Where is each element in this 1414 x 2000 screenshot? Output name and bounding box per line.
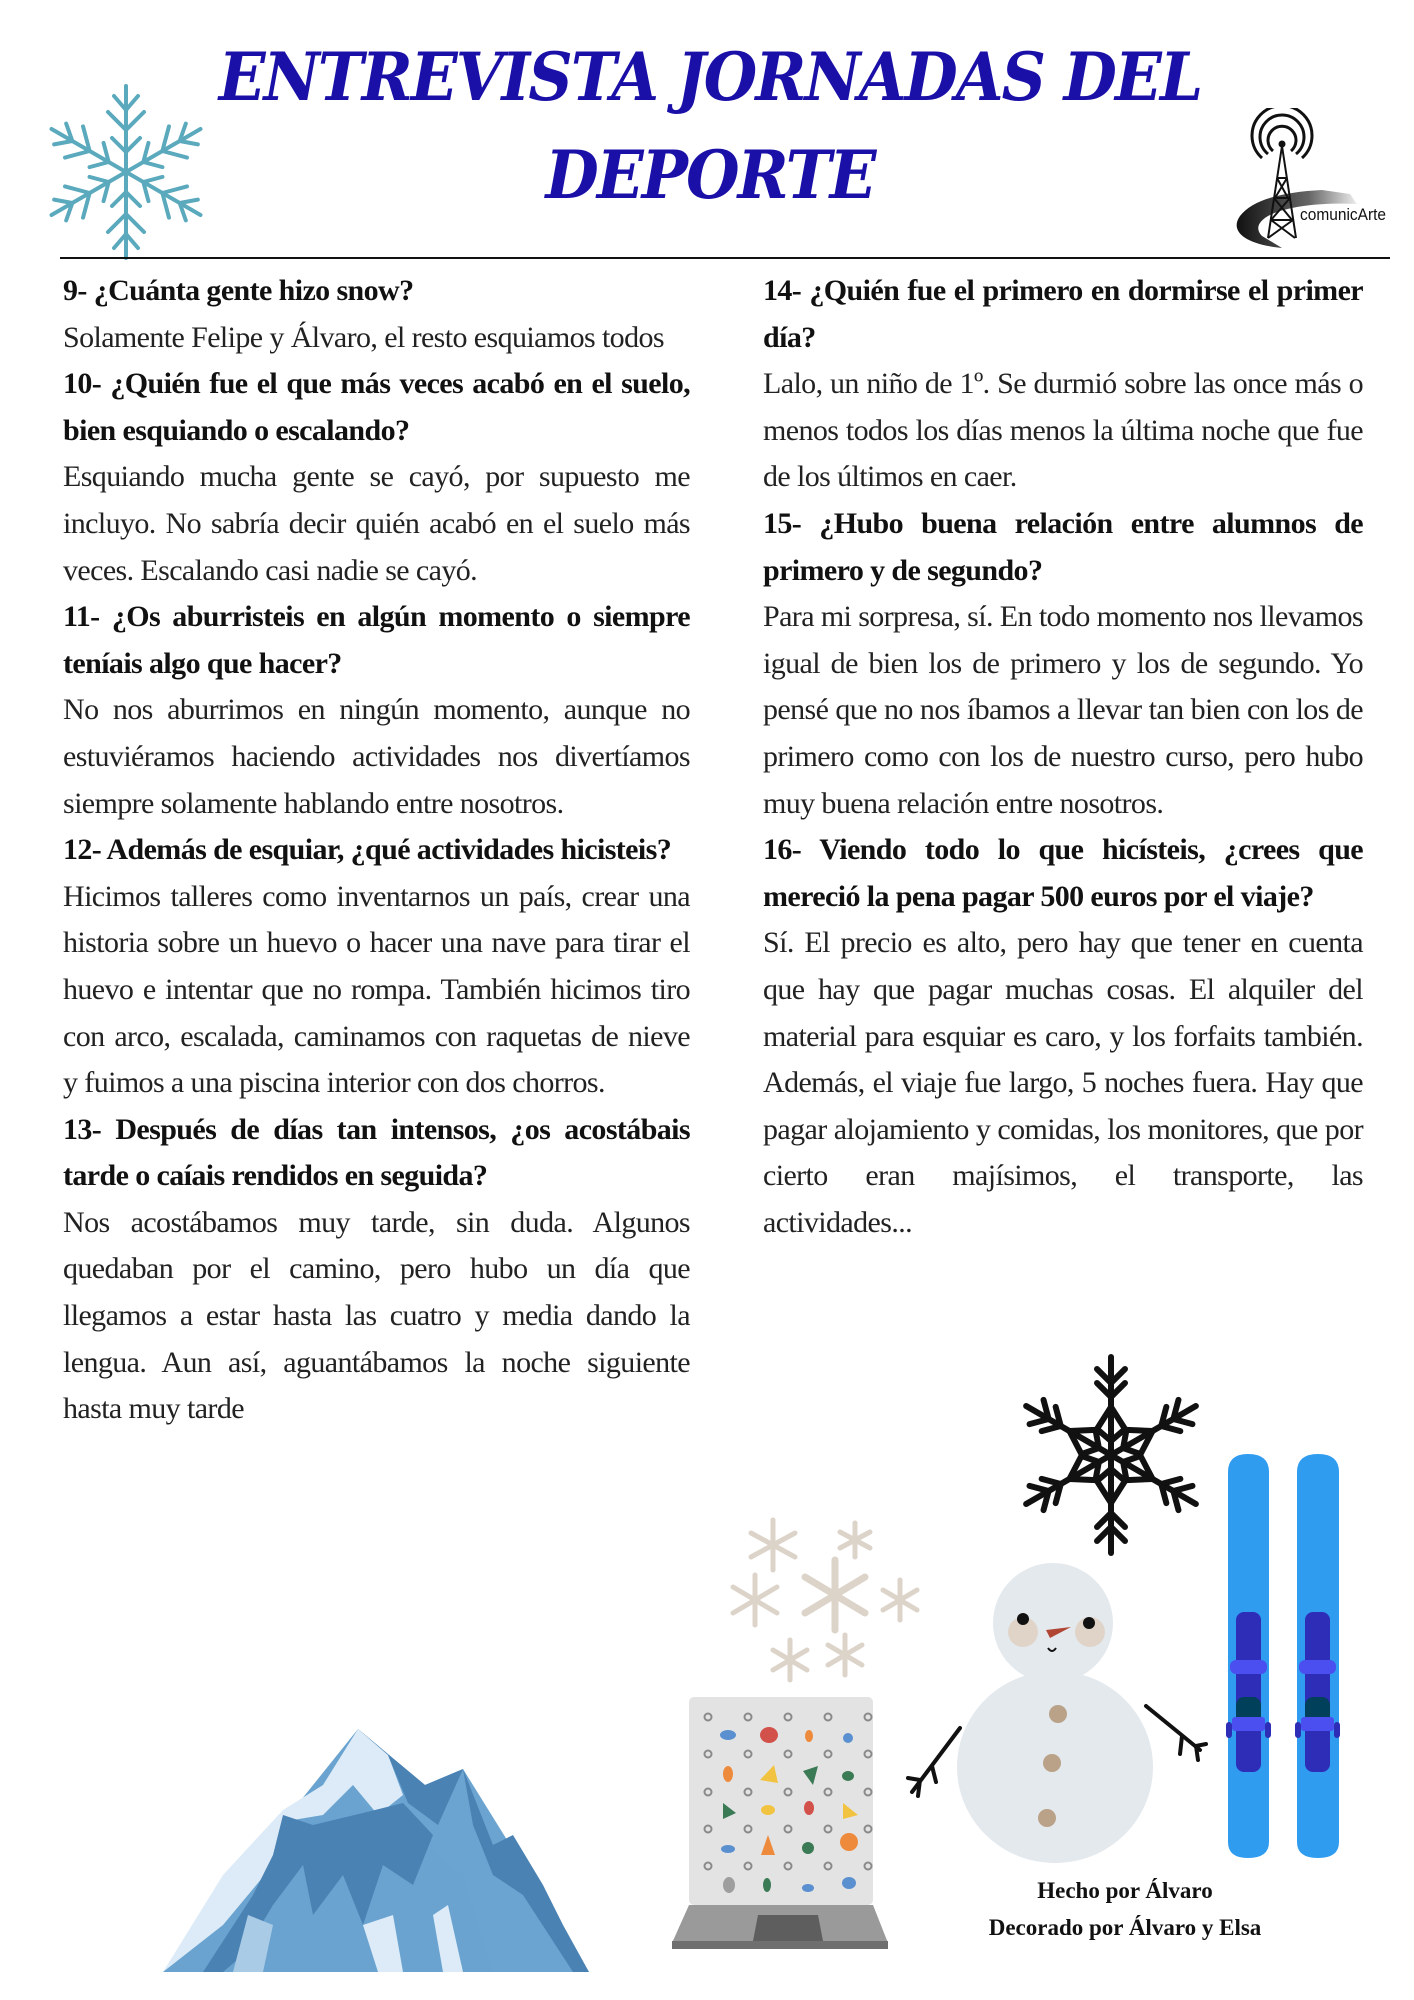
question-10: 10- ¿Quién fue el que más veces acabó en el suelo, bien esquiando o escalando? (63, 367, 690, 447)
credit-made-by: Hecho por Álvaro (1037, 1878, 1213, 1903)
credit-decorated-by: Decorado por Álvaro y Elsa (988, 1915, 1262, 1940)
header-divider (60, 257, 1390, 259)
answer-10: Esquiando mucha gente se cayó, por supuesto me incluyo. No sabría decir quién acabó en el suelo más veces. Escalando casi nadie se cayó. (63, 460, 690, 587)
snowflakes-beige-icon (725, 1515, 925, 1695)
question-11: 11- ¿Os aburristeis en algún momento o siempre teníais algo que hacer? (63, 600, 690, 680)
answer-9: Solamente Felipe y Álvaro, el resto esquiamos todos (63, 320, 664, 354)
logo-text: comunicArte (1300, 205, 1386, 224)
answer-15: Para mi sorpresa, sí. En todo momento nos llevamos igual de bien los de primero y los de segundo. Yo pensé que no nos íbamos a llevar tan bien con los de primero como con los de nuestro curso, pero hubo muy buena relación entre nosotros. (763, 600, 1363, 820)
climbing-wall-icon (668, 1695, 896, 1957)
title-line-2: DEPORTE (545, 136, 875, 214)
answer-12: Hicimos talleres como inventarnos un país, crear una historia sobre un huevo o hacer una nave para tirar el huevo e intentar que no rompa. También hicimos tiro con arco, escalada, caminamos con raquetas de nieve y fuimos a una piscina interior con dos chorros. (63, 879, 690, 1100)
credits (925, 1872, 1325, 1946)
snowflake-teal-icon (36, 82, 216, 262)
question-16: 16- Viendo todo lo que hicísteis, ¿crees que mereció la pena pagar 500 euros por el viaje? (763, 833, 1363, 913)
interview-column-right (763, 268, 1363, 1246)
question-14: 14- ¿Quién fue el primero en dormirse el primer día? (763, 274, 1363, 354)
question-12: 12- Además de esquiar, ¿qué actividades hicisteis? (63, 833, 672, 867)
skis-icon (1218, 1452, 1354, 1862)
snowman-icon (900, 1560, 1220, 1880)
interview-column-left (63, 268, 690, 1433)
mountain-icon (163, 1725, 591, 1975)
answer-16: Sí. El precio es alto, pero hay que tener en cuenta que hay que pagar muchas cosas. El alquiler del material para esquiar es caro, y los forfaits también. Además, el viaje fue largo, 5 noches fuera. Hay que pagar alojamiento y comidas, los monitores, que por cierto eran majísimos, el transporte, las actividades... (763, 926, 1363, 1239)
snowflake-black-icon (1009, 1353, 1213, 1557)
answer-13: Nos acostábamos muy tarde, sin duda. Algunos quedaban por el camino, pero hubo un día que llegamos a estar hasta las cuatro y media dando la lengua. Aun así, aguantábamos la noche siguiente hasta muy tarde (63, 1205, 690, 1426)
radio-tower-logo-icon (1222, 108, 1397, 253)
question-13: 13- Después de días tan intensos, ¿os acostábais tarde o caíais rendidos en seguida? (63, 1112, 690, 1193)
title-line-1: ENTREVISTA JORNADAS DEL (218, 38, 1202, 116)
question-15: 15- ¿Hubo buena relación entre alumnos de primero y de segundo? (763, 506, 1363, 587)
question-9: 9- ¿Cuánta gente hizo snow? (63, 274, 414, 307)
answer-14: Lalo, un niño de 1º. Se durmió sobre las once más o menos todos los días menos la última noche que fue de los últimos en caer. (763, 367, 1363, 494)
answer-11: No nos aburrimos en ningún momento, aunque no estuviéramos haciendo actividades nos divertíamos siempre solamente hablando entre nosotros. (63, 693, 690, 820)
